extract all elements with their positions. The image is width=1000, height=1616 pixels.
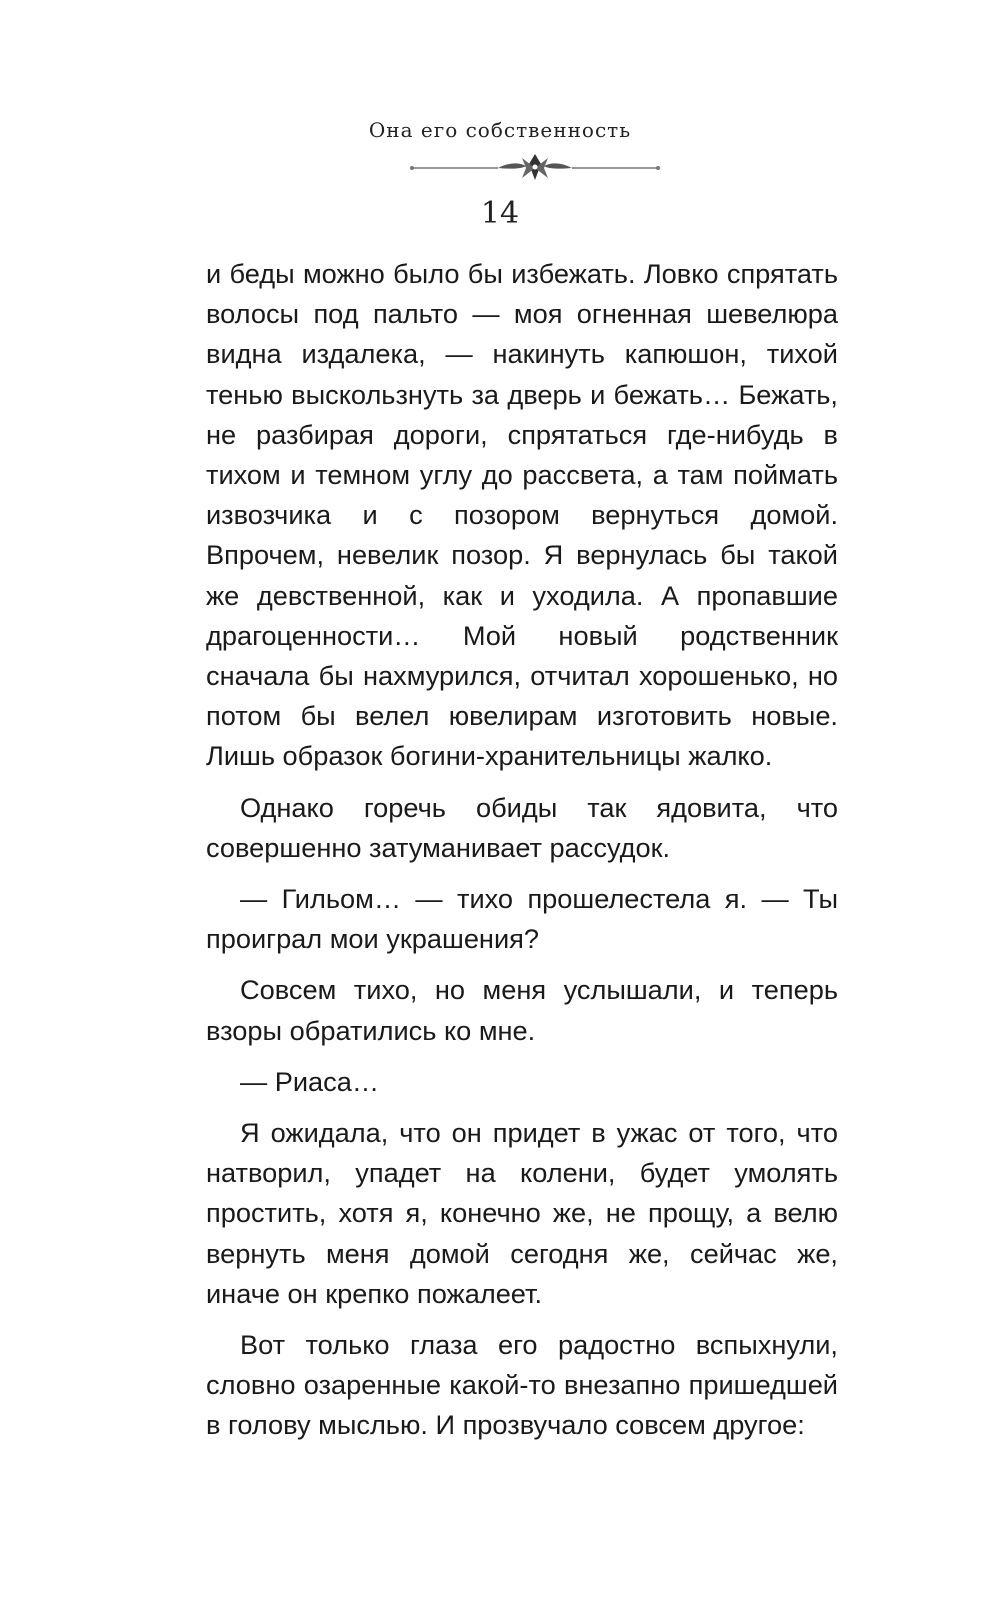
paragraph-4: Совсем тихо, но меня услышали, и теперь взоры обратились ко мне. bbox=[206, 974, 838, 1046]
page-number: 14 bbox=[480, 196, 520, 231]
paragraph-7: Вот только глаза его радостно вспыхнули, словно озаренные какой-то внезапно пришедшей в голову мыслью. И прозвучало совсем другое: bbox=[206, 1329, 838, 1441]
paragraph-1: и беды можно было бы избежать. Ловко спрятать волосы под пальто — моя огненная шевелюра видна издалека, — накинуть капюшон, тихой тенью выскользнуть за дверь и бежать… Бежать, не разбирая дороги, спрятаться где-нибудь в тихом и темном углу до рассвета, а там поймать извозчика и с позором вернуться домой. Впрочем, невелик позор. Я вернулась бы такой же девственной, как и уходила. А пропавшие драгоценности… Мой новый родственник сначала бы нахмурился, отчитал хорошенько, но потом бы велел ювелирам изготовить новые. Лишь образок богини-хранительницы жалко. bbox=[206, 258, 838, 772]
paragraph-5: — Риаса… bbox=[240, 1065, 380, 1097]
running-title: Она его собственность bbox=[368, 118, 632, 142]
paragraph-6: Я ожидала, что он придет в ужас от того, что натворил, упадет на колени, будет умолять простить, хотя я, конечно же, не прощу, а велю вернуть меня домой сегодня же, сейчас же, иначе он крепко пожалеет. bbox=[206, 1117, 838, 1309]
ornament-divider-icon bbox=[410, 150, 660, 186]
paragraph-2: Однако горечь обиды так ядовита, что совершенно затуманивает рассудок. bbox=[206, 791, 838, 863]
paragraph-3: — Гильом… — тихо прошелестела я. — Ты проиграл мои украшения? bbox=[206, 883, 838, 955]
body-text bbox=[206, 254, 838, 1446]
